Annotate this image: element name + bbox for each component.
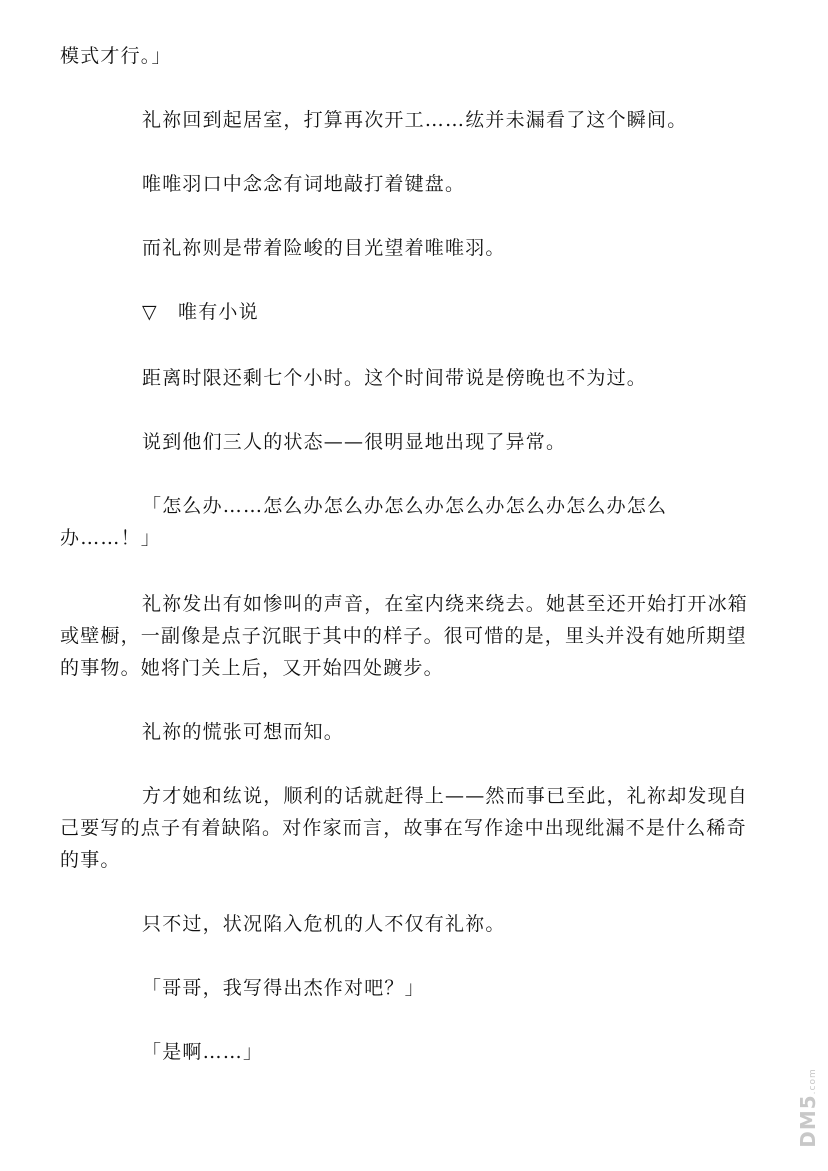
paragraph-line: 的事。 (60, 849, 121, 871)
dialogue-line: 「是啊……」 (142, 1041, 264, 1063)
paragraph-line: 只不过，状况陷入危机的人不仅有礼祢。 (142, 913, 506, 935)
paragraph-line: 而礼祢则是带着险峻的目光望着唯唯羽。 (142, 237, 506, 259)
paragraph-line: 己要写的点子有着缺陷。对作家而言，故事在写作途中出现纰漏不是什么稀奇 (60, 817, 747, 839)
paragraph-line: 距离时限还剩七个小时。这个时间带说是傍晚也不为过。 (142, 367, 648, 389)
paragraph-line: 礼祢发出有如惨叫的声音，在室内绕来绕去。她甚至还开始打开冰箱 (142, 593, 749, 615)
paragraph-line: 说到他们三人的状态——很明显地出现了异常。 (142, 431, 567, 453)
paragraph-line: 礼祢回到起居室，打算再次开工……纮并未漏看了这个瞬间。 (142, 109, 688, 131)
paragraph-line: 的事物。她将门关上后，又开始四处踱步。 (60, 657, 444, 679)
site-watermark (796, 1058, 820, 1158)
paragraph-line: 方才她和纮说，顺利的话就赶得上——然而事已至此，礼祢却发现自 (142, 785, 749, 807)
paragraph-line: 或壁橱，一副像是点子沉眠于其中的样子。很可惜的是，里头并没有她所期望 (60, 625, 747, 647)
dialogue-line: 「怎么办……怎么办怎么办怎么办怎么办怎么办怎么办怎么 (142, 495, 668, 517)
text-line: 模式才行。」 (60, 45, 172, 67)
section-heading: ▽ 唯有小说 (142, 301, 259, 323)
paragraph-line: 唯唯羽口中念念有词地敲打着键盘。 (142, 173, 466, 195)
dialogue-line: 办……！」 (60, 527, 162, 549)
paragraph-line: 礼祢的慌张可想而知。 (142, 721, 345, 743)
dialogue-line: 「哥哥，我写得出杰作对吧？」 (142, 977, 425, 999)
watermark-logo: DM5.com (796, 1068, 821, 1148)
